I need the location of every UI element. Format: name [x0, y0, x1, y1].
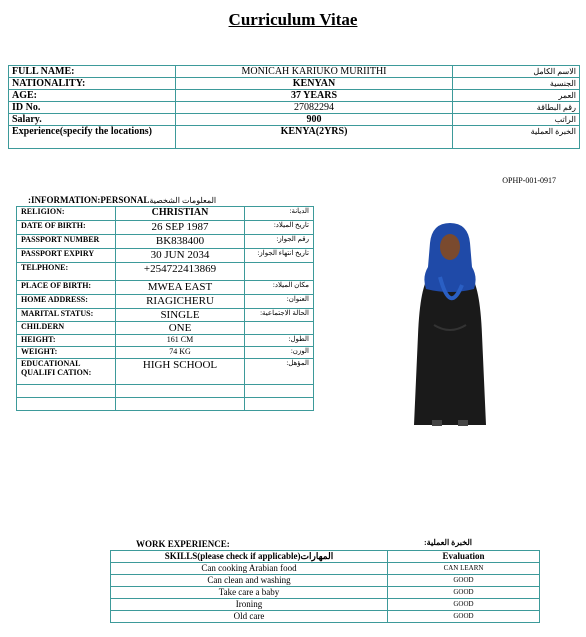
personal-label: HEIGHT: — [17, 335, 116, 347]
empty-cell — [116, 385, 245, 398]
summary-value: KENYA(2YRS) — [176, 126, 453, 149]
personal-row — [17, 309, 314, 322]
personal-label-ar: :تاريخ انتهاء الجواز — [245, 249, 314, 263]
personal-value: RIAGICHERU — [116, 295, 245, 309]
personal-info-header — [28, 195, 216, 205]
summary-label-ar: الجنسية — [453, 78, 580, 90]
summary-label: NATIONALITY: — [9, 78, 176, 90]
personal-row — [17, 295, 314, 309]
summary-row — [9, 66, 580, 78]
skill-name: Ironing — [111, 599, 388, 611]
summary-label: ID No. — [9, 102, 176, 114]
summary-value: MONICAH KARIUKO MURIITHI — [176, 66, 453, 78]
personal-value: SINGLE — [116, 309, 245, 322]
skill-name: Can clean and washing — [111, 575, 388, 587]
personal-info-header-ar: المعلومات الشخصية — [149, 196, 217, 205]
personal-label-ar: :العنوان — [245, 295, 314, 309]
personal-value: 74 KG — [116, 347, 245, 359]
skills-column-header: SKILLS(please check if applicable)المهارات — [111, 551, 388, 563]
skill-row — [111, 563, 540, 575]
personal-label: MARITAL STATUS: — [17, 309, 116, 322]
personal-label: TELPHONE: — [17, 263, 116, 281]
empty-cell — [245, 385, 314, 398]
skill-row — [111, 587, 540, 599]
summary-value: 37 YEARS — [176, 90, 453, 102]
skill-row — [111, 575, 540, 587]
empty-cell — [245, 398, 314, 411]
personal-label-ar: :تاريخ الميلاد — [245, 221, 314, 235]
personal-row — [17, 281, 314, 295]
summary-row — [9, 102, 580, 114]
summary-row — [9, 90, 580, 102]
summary-value: 900 — [176, 114, 453, 126]
personal-row — [17, 335, 314, 347]
personal-label-ar — [245, 263, 314, 281]
personal-value: MWEA EAST — [116, 281, 245, 295]
skills-table — [110, 550, 540, 623]
personal-label-ar: :الحالة الاجتماعية — [245, 309, 314, 322]
personal-row — [17, 221, 314, 235]
empty-cell — [17, 398, 116, 411]
skill-evaluation: CAN LEARN — [388, 563, 540, 575]
summary-value: 27082294 — [176, 102, 453, 114]
skill-evaluation: GOOD — [388, 587, 540, 599]
personal-label: EDUCATIONAL QUALIFI CATION: — [17, 359, 116, 385]
personal-empty-row — [17, 398, 314, 411]
summary-label-ar: الاسم الكامل — [453, 66, 580, 78]
summary-label: Salary. — [9, 114, 176, 126]
empty-cell — [17, 385, 116, 398]
personal-empty-row — [17, 385, 314, 398]
skill-name: Can cooking Arabian food — [111, 563, 388, 575]
skill-row — [111, 599, 540, 611]
evaluation-column-header: Evaluation — [388, 551, 540, 563]
personal-row — [17, 235, 314, 249]
personal-label-ar: :الديانة — [245, 207, 314, 221]
personal-label-ar: :مكان الميلاد — [245, 281, 314, 295]
personal-label-ar: :رقم الجواز — [245, 235, 314, 249]
personal-label: WEIGHT: — [17, 347, 116, 359]
personal-value: ONE — [116, 322, 245, 335]
skill-evaluation: GOOD — [388, 599, 540, 611]
personal-value: BK838400 — [116, 235, 245, 249]
personal-label: CHILDERN — [17, 322, 116, 335]
summary-label-ar: رقم البطاقة — [453, 102, 580, 114]
empty-cell — [116, 398, 245, 411]
summary-value: KENYAN — [176, 78, 453, 90]
personal-info-table — [16, 206, 314, 411]
work-experience-header: WORK EXPERIENCE: — [136, 539, 230, 549]
skill-evaluation: GOOD — [388, 611, 540, 623]
personal-value: HIGH SCHOOL — [116, 359, 245, 385]
work-experience-header-ar: :الخبرة العملية — [424, 538, 473, 547]
personal-label: RELIGION: — [17, 207, 116, 221]
personal-label: HOME ADDRESS: — [17, 295, 116, 309]
summary-label-ar: الخبرة العملية — [453, 126, 580, 149]
personal-label: PLACE OF BIRTH: — [17, 281, 116, 295]
summary-row — [9, 126, 580, 149]
summary-label-ar: الراتب — [453, 114, 580, 126]
face-shape — [440, 234, 460, 260]
personal-row — [17, 263, 314, 281]
summary-label: Experience(specify the locations) — [9, 126, 176, 149]
summary-row — [9, 78, 580, 90]
personal-value: 30 JUN 2034 — [116, 249, 245, 263]
personal-label: PASSPORT EXPIRY — [17, 249, 116, 263]
skill-name: Take care a baby — [111, 587, 388, 599]
personal-row — [17, 207, 314, 221]
skill-name: Old care — [111, 611, 388, 623]
summary-label: FULL NAME: — [9, 66, 176, 78]
candidate-photo — [400, 215, 500, 430]
personal-value: 26 SEP 1987 — [116, 221, 245, 235]
personal-label-ar — [245, 322, 314, 335]
personal-value: +254722413869 — [116, 263, 245, 281]
personal-value: CHRISTIAN — [116, 207, 245, 221]
personal-label-ar: :المؤهل — [245, 359, 314, 385]
personal-info-header-en: :INFORMATION:PERSONAL — [28, 195, 150, 205]
personal-value: 161 CM — [116, 335, 245, 347]
summary-row — [9, 114, 580, 126]
reference-number: OPHP-001-0917 — [502, 176, 556, 185]
personal-label: PASSPORT NUMBER — [17, 235, 116, 249]
personal-row — [17, 249, 314, 263]
skill-row — [111, 611, 540, 623]
summary-table — [8, 65, 580, 149]
personal-label: DATE OF BIRTH: — [17, 221, 116, 235]
summary-label: AGE: — [9, 90, 176, 102]
personal-row — [17, 322, 314, 335]
skill-evaluation: GOOD — [388, 575, 540, 587]
personal-row — [17, 359, 314, 385]
personal-label-ar: :الطول — [245, 335, 314, 347]
skills-header-row — [111, 551, 540, 563]
document-title: Curriculum Vitae — [228, 10, 358, 29]
personal-row — [17, 347, 314, 359]
personal-label-ar: :الوزن — [245, 347, 314, 359]
summary-label-ar: العمر — [453, 90, 580, 102]
